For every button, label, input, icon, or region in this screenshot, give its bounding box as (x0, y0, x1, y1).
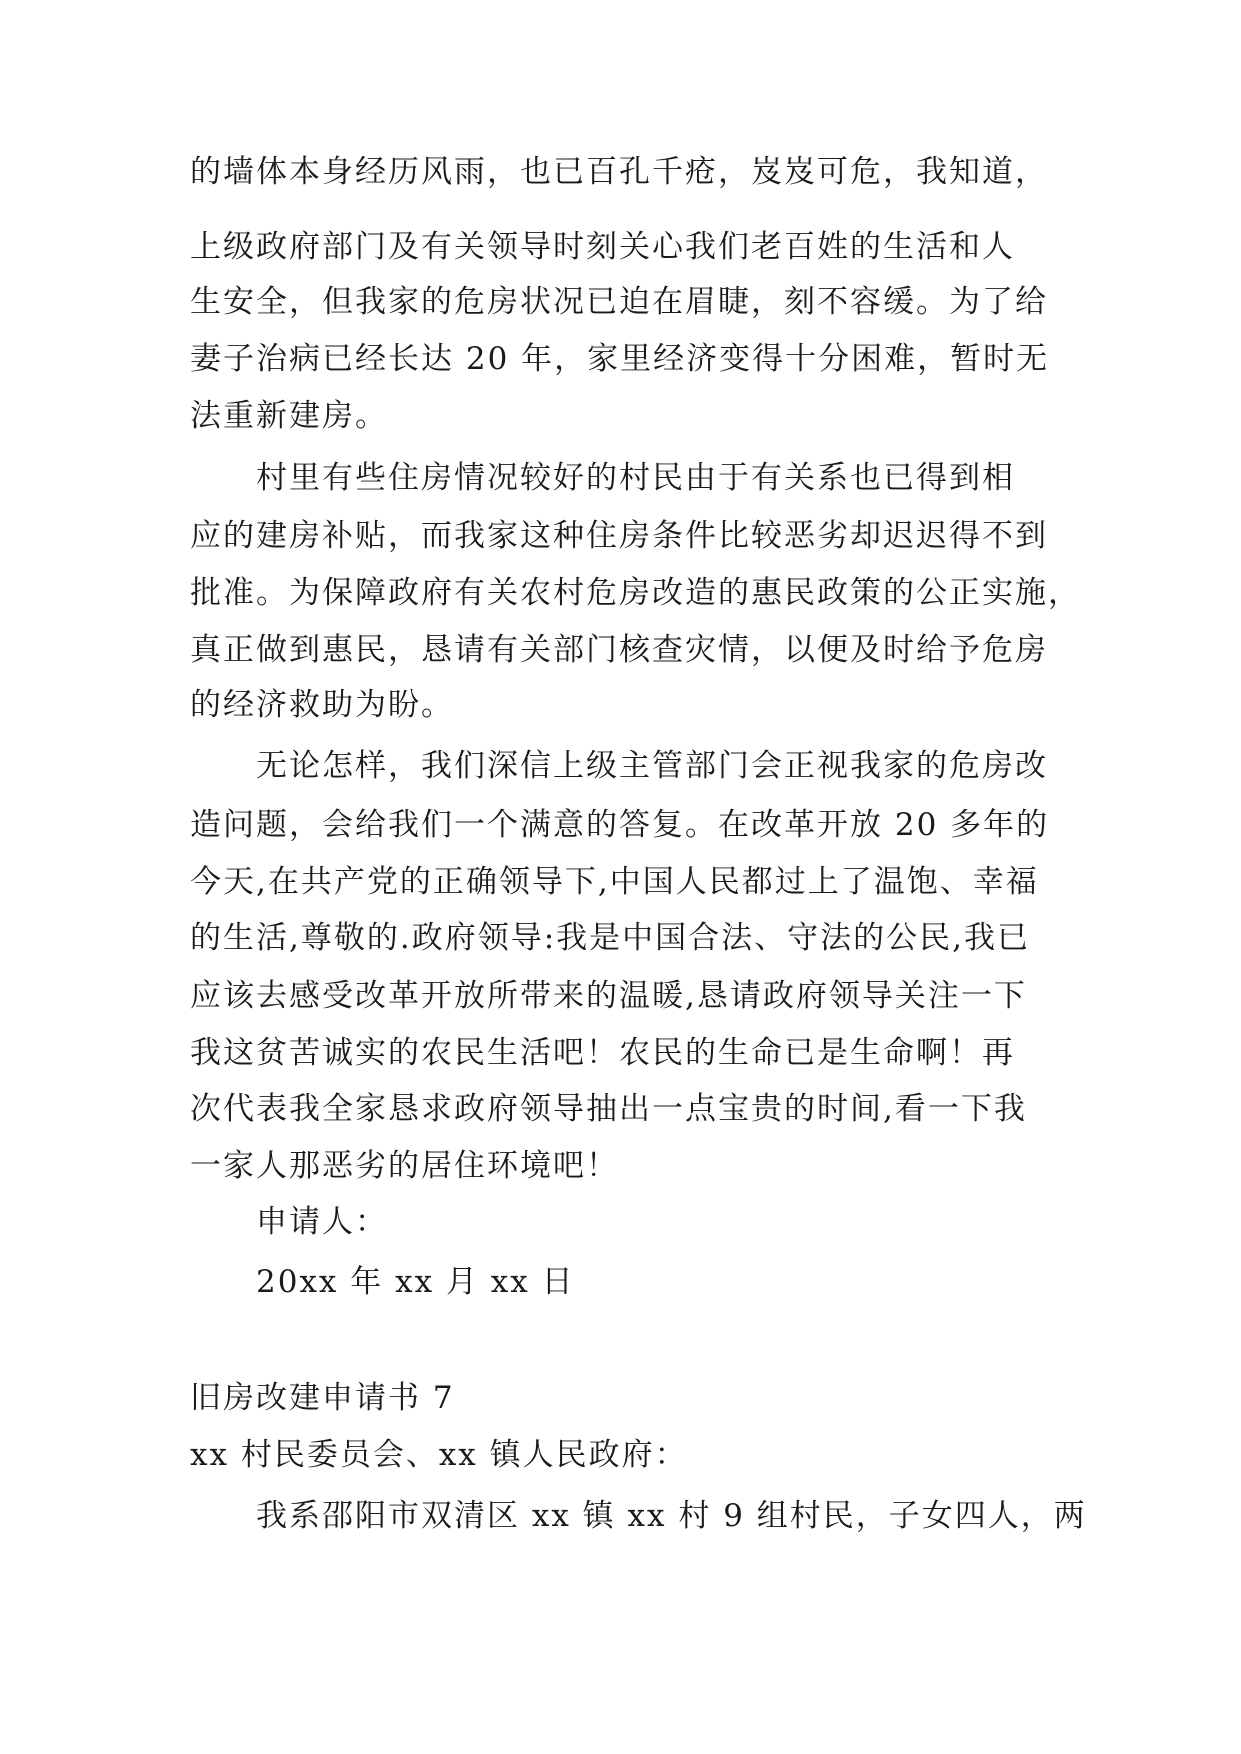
addressee: xx 村民委员会、xx 镇人民政府： (190, 1437, 688, 1473)
paragraph-line: 村里有些住房情况较好的村民由于有关系也已得到相 (256, 460, 1015, 496)
paragraph-line: 妻子治病已经长达 20 年，家里经济变得十分困难，暂时无 (190, 341, 1050, 377)
paragraph-line: 的墙体本身经历风雨，也已百孔千疮，岌岌可危，我知道， (190, 154, 1048, 190)
paragraph-line: 我系邵阳市双清区 xx 镇 xx 村 9 组村民，子女四人，两 (256, 1498, 1087, 1534)
paragraph-line: 我这贫苦诚实的农民生活吧！农民的生命已是生命啊！再 (190, 1035, 1015, 1071)
paragraph-line: 法重新建房。 (190, 398, 388, 434)
paragraph-line: 上级政府部门及有关领导时刻关心我们老百姓的生活和人 (190, 229, 1015, 265)
paragraph-line: 批准。为保障政府有关农村危房改造的惠民政策的公正实施， (190, 575, 1081, 611)
paragraph-line: 生安全，但我家的危房状况已迫在眉睫，刻不容缓。为了给 (190, 284, 1048, 320)
paragraph-line: 应的建房补贴，而我家这种住房条件比较恶劣却迟迟得不到 (190, 518, 1048, 554)
paragraph-line: 无论怎样，我们深信上级主管部门会正视我家的危房改 (256, 748, 1048, 784)
applicant-label: 申请人： (256, 1204, 388, 1240)
paragraph-line: 一家人那恶劣的居住环境吧！ (190, 1148, 619, 1184)
paragraph-line: 造问题，会给我们一个满意的答复。在改革开放 20 多年的 (190, 807, 1050, 843)
paragraph-line: 的生活,尊敬的.政府领导:我是中国合法、守法的公民,我已 (190, 920, 1031, 956)
paragraph-line: 今天,在共产党的正确领导下,中国人民都过上了温饱、幸福 (190, 864, 1039, 900)
paragraph-line: 的经济救助为盼。 (190, 687, 454, 723)
signature-date: 20xx 年 xx 月 xx 日 (256, 1264, 575, 1300)
section-title: 旧房改建申请书 7 (190, 1380, 455, 1416)
paragraph-line: 真正做到惠民，恳请有关部门核查灾情，以便及时给予危房 (190, 632, 1048, 668)
paragraph-line: 次代表我全家恳求政府领导抽出一点宝贵的时间,看一下我 (190, 1091, 1027, 1127)
paragraph-line: 应该去感受改革开放所带来的温暖,恳请政府领导关注一下 (190, 978, 1027, 1014)
